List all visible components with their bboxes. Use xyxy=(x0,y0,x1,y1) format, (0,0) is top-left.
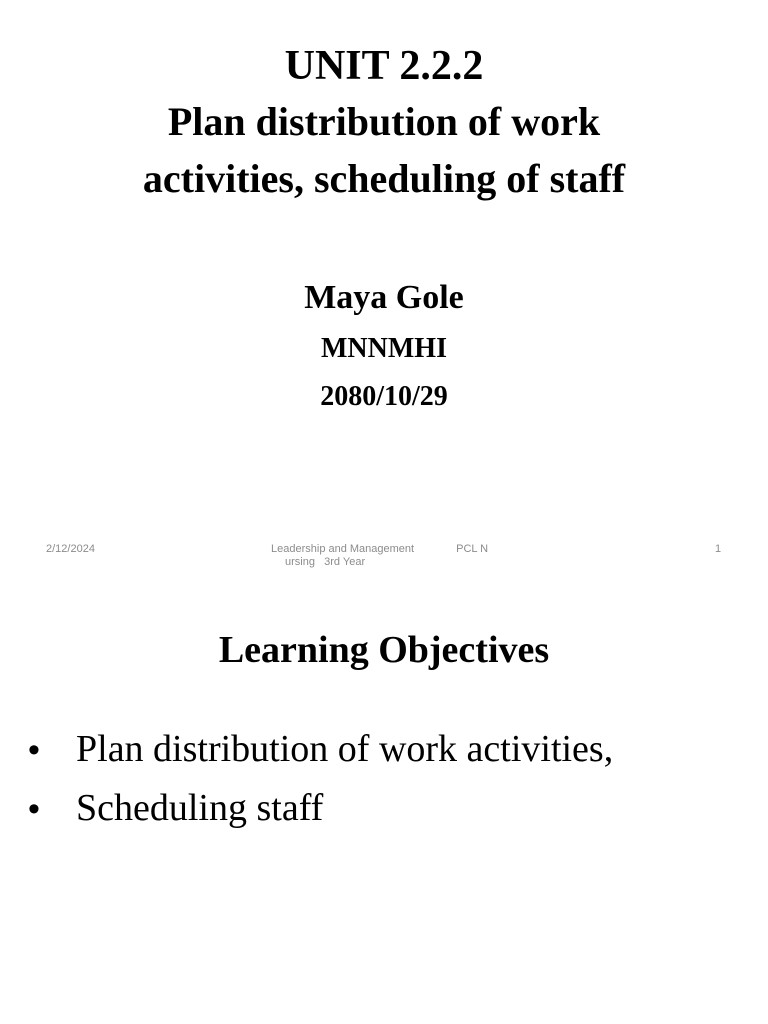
footer-date: 2/12/2024 xyxy=(46,543,95,555)
list-item xyxy=(28,779,613,838)
footer-course-part2: PCL N xyxy=(456,543,489,555)
objectives-title: Learning Objectives xyxy=(218,629,550,671)
objectives-list xyxy=(28,720,613,838)
author-name: Maya Gole xyxy=(304,279,464,316)
presentation-date: 2080/10/29 xyxy=(320,381,448,412)
unit-heading: UNIT 2.2.2 xyxy=(284,43,484,89)
footer-course xyxy=(271,543,501,569)
footer-course-part3: ursing 3rd Year xyxy=(285,556,366,568)
bullet-text: Plan distribution of work activities, xyxy=(76,728,614,770)
bullet-text: Scheduling staff xyxy=(76,787,324,829)
organization-name: MNNMHI xyxy=(321,333,447,364)
title-line-2: activities, scheduling of staff xyxy=(142,156,626,201)
objectives-slide xyxy=(0,590,768,1024)
bullet-icon: • xyxy=(28,790,40,828)
bullet-icon: • xyxy=(28,731,40,769)
title-line-1: Plan distribution of work xyxy=(167,99,601,144)
footer-course-part1: Leadership and Management xyxy=(271,543,415,555)
list-item xyxy=(28,720,613,779)
footer-page-number: 1 xyxy=(715,543,722,555)
